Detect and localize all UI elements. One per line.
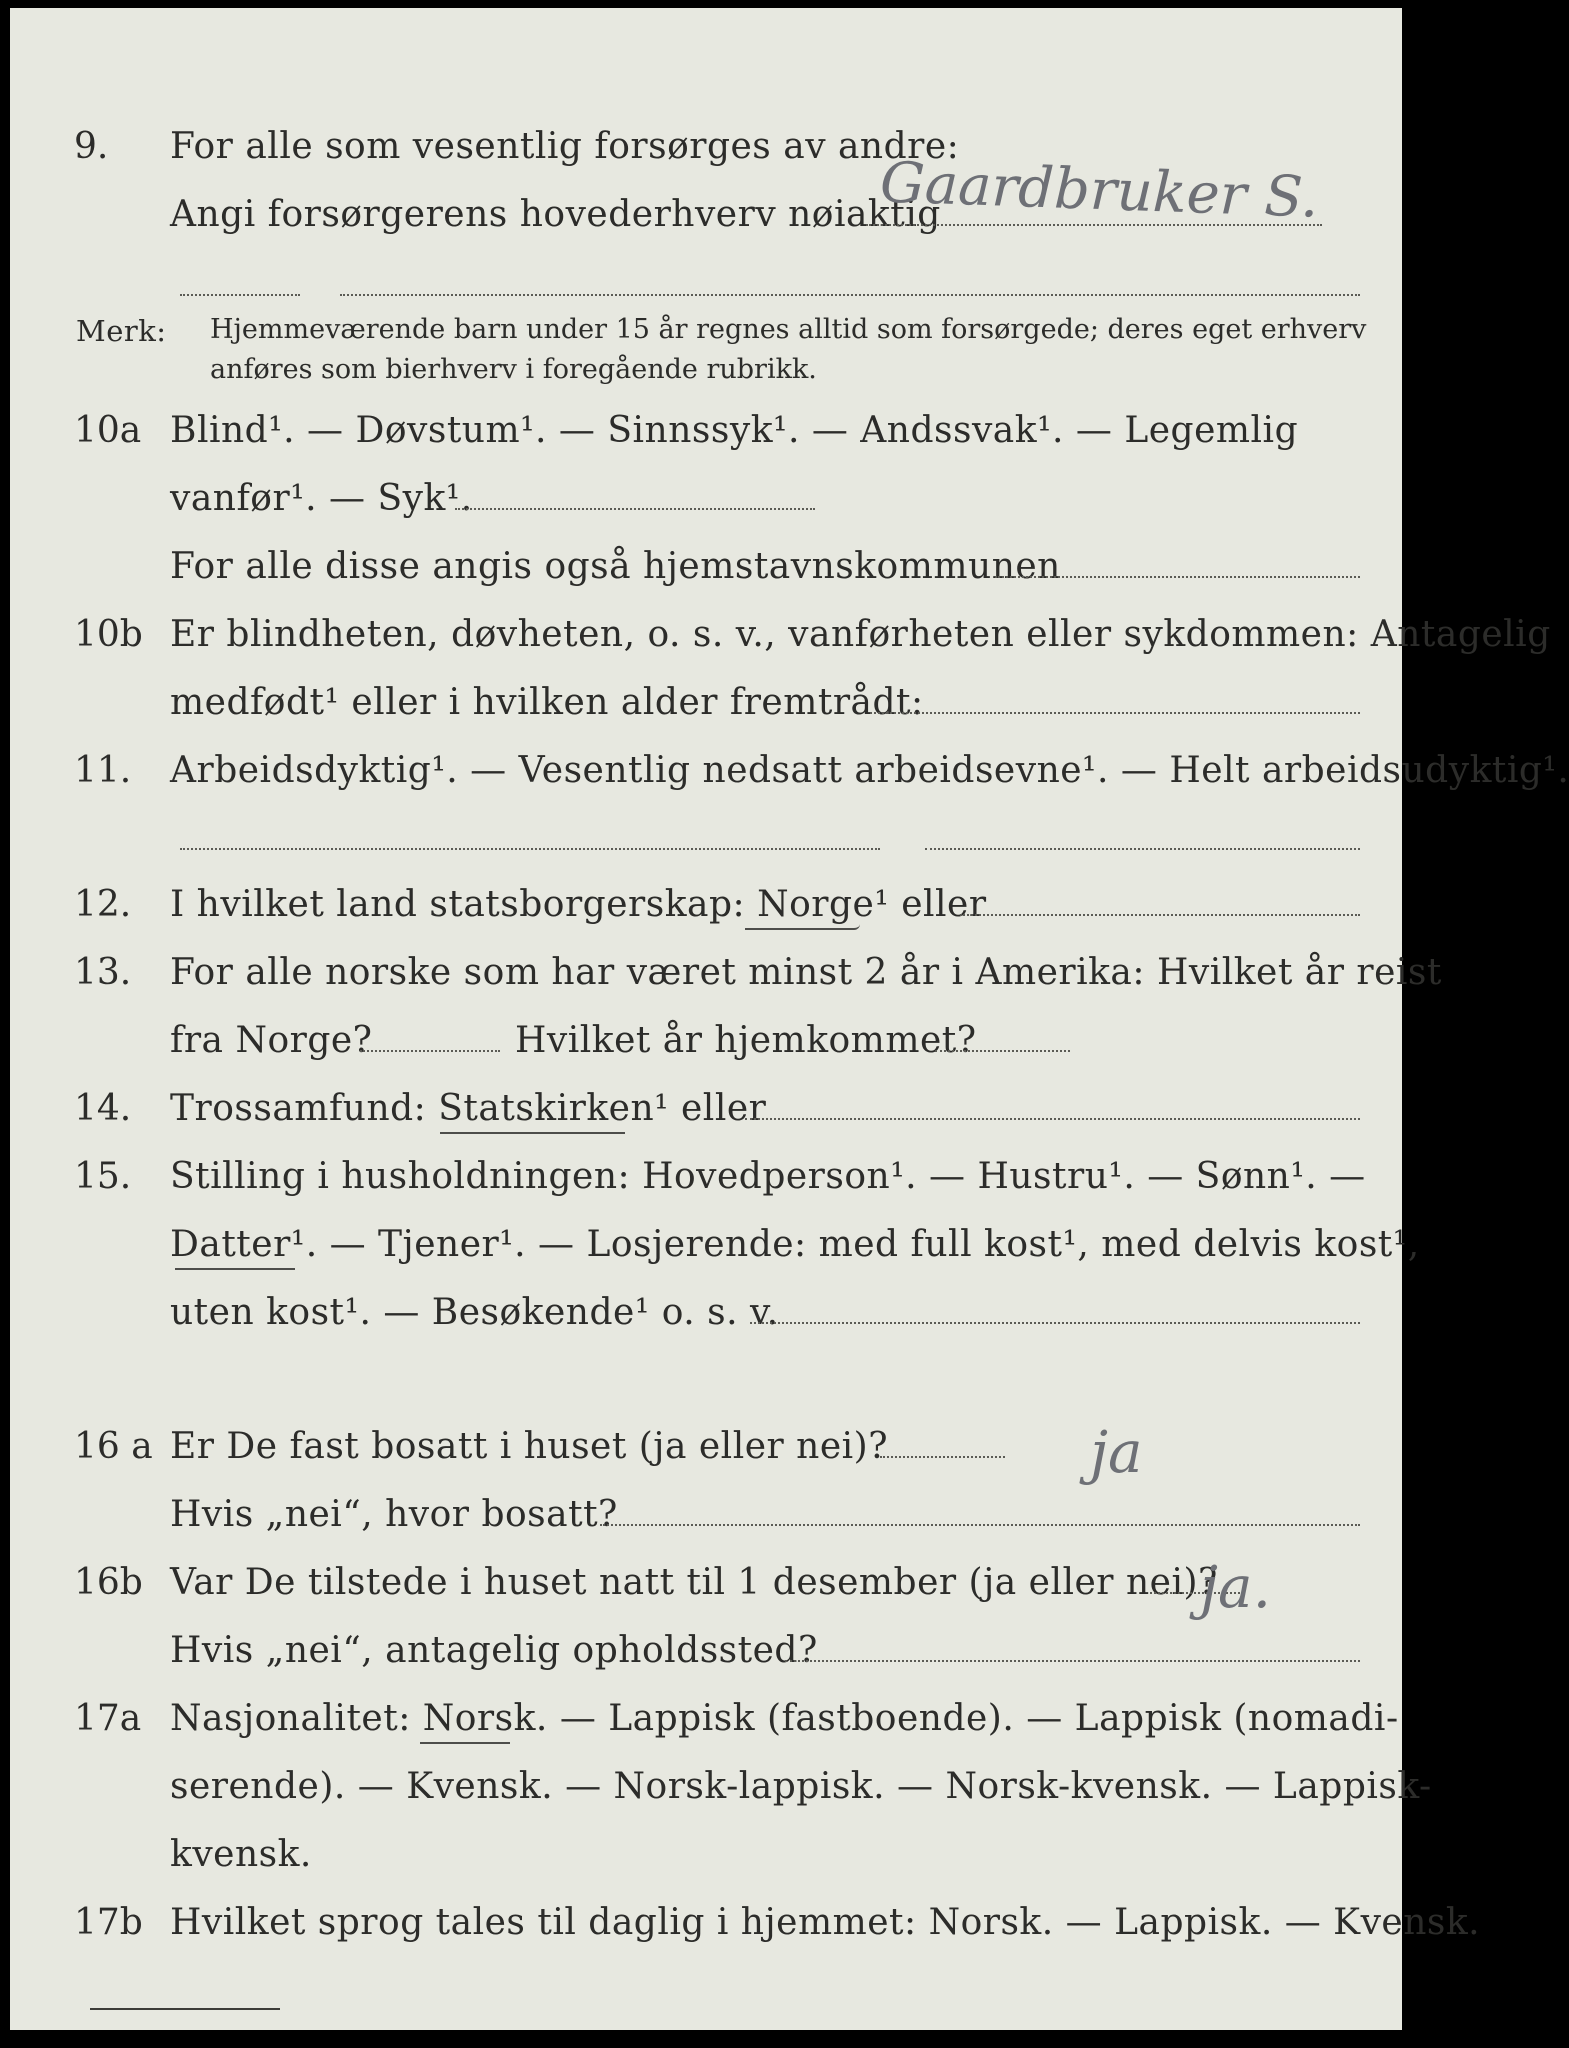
q15-line2: Datter¹. — Tjener¹. — Losjerende: med full kost¹, med delvis kost¹, bbox=[170, 1224, 1420, 1265]
q16b-line2-fill bbox=[785, 1660, 1360, 1662]
q15-line1: Stilling i husholdningen: Hovedperson¹. — Hustru¹. — Sønn¹. — bbox=[170, 1156, 1366, 1197]
q12-line1: I hvilket land statsborgerskap: Norge¹ eller bbox=[170, 884, 987, 925]
q10a-line1: Blind¹. — Døvstum¹. — Sinnssyk¹. — Andssvak¹. — Legemlig bbox=[170, 410, 1299, 451]
q13-line1: For alle norske som har været minst 2 år i Amerika: Hvilket år reist bbox=[170, 952, 1442, 993]
merk-line1: Hjemmeværende barn under 15 år regnes alltid som forsørgede; deres eget erhverv bbox=[210, 314, 1367, 345]
q17a-line3: kvensk. bbox=[170, 1834, 312, 1875]
q15-number: 15. bbox=[74, 1156, 132, 1197]
q17a-line2: serende). — Kvensk. — Norsk-lappisk. — Norsk-kvensk. — Lappisk- bbox=[170, 1766, 1432, 1807]
q16a-number: 16 a bbox=[74, 1426, 153, 1467]
q17a-norsk-underline bbox=[420, 1738, 510, 1744]
q16a-handwritten-answer: ja bbox=[1090, 1418, 1143, 1486]
q12-fill bbox=[960, 914, 1360, 916]
q14-line1: Trossamfund: Statskirken¹ eller bbox=[170, 1088, 767, 1129]
q11-line1: Arbeidsdyktig¹. — Vesentlig nedsatt arbeidsevne¹. — Helt arbeidsudyktig¹. bbox=[170, 750, 1569, 791]
q10a-line2-fill bbox=[455, 508, 815, 510]
q16a-line2: Hvis „nei“, hvor bosatt? bbox=[170, 1494, 618, 1535]
q9-handwritten-answer: Gaardbruker S. bbox=[878, 150, 1320, 231]
q10a-line2: vanfør¹. — Syk¹. bbox=[170, 478, 473, 519]
q15-fill bbox=[750, 1322, 1360, 1324]
q12-number: 12. bbox=[74, 884, 132, 925]
q16b-handwritten-answer: ja. bbox=[1200, 1553, 1271, 1621]
q11-extra-line-a bbox=[180, 848, 880, 850]
q17a-line1: Nasjonalitet: Norsk. — Lappisk (fastboende). — Lappisk (nomadi- bbox=[170, 1698, 1399, 1739]
merk-label: Merk: bbox=[76, 314, 167, 348]
q12-norge-underline bbox=[745, 924, 860, 930]
q10b-line2-fill bbox=[870, 712, 1360, 714]
q9-number: 9. bbox=[74, 126, 109, 167]
merk-line2: anføres som bierhverv i foregående rubrikk. bbox=[210, 354, 817, 385]
q10a-line3: For alle disse angis også hjemstavnskommunen bbox=[170, 546, 1061, 587]
q9-extra-line-b bbox=[340, 294, 1360, 296]
q10a-number: 10a bbox=[74, 410, 142, 451]
q13-number: 13. bbox=[74, 952, 132, 993]
q13-reist-fill bbox=[360, 1050, 500, 1052]
q16a-line1-fill bbox=[880, 1456, 1005, 1458]
q16a-line2-fill bbox=[600, 1524, 1360, 1526]
q16b-line2: Hvis „nei“, antagelig opholdssted? bbox=[170, 1630, 818, 1671]
q11-number: 11. bbox=[74, 750, 132, 791]
q9-line1: For alle som vesentlig forsørges av andre: bbox=[170, 126, 960, 167]
q16a-line1: Er De fast bosatt i huset (ja eller nei)? bbox=[170, 1426, 889, 1467]
q17b-number: 17b bbox=[74, 1902, 143, 1943]
q10b-number: 10b bbox=[74, 614, 143, 655]
q14-number: 14. bbox=[74, 1088, 132, 1129]
q15-line3: uten kost¹. — Besøkende¹ o. s. v. bbox=[170, 1292, 779, 1333]
q13-line2: fra Norge? bbox=[170, 1020, 373, 1061]
q9-line2: Angi forsørgerens hovederhverv nøiaktig bbox=[170, 194, 941, 235]
q10a-line3-fill bbox=[995, 576, 1360, 578]
q17b-line1: Hvilket sprog tales til daglig i hjemmet: Norsk. — Lappisk. — Kvensk. bbox=[170, 1902, 1481, 1943]
q14-fill bbox=[745, 1118, 1360, 1120]
q11-extra-line-b bbox=[925, 848, 1360, 850]
q10b-line2: medfødt¹ eller i hvilken alder fremtrådt: bbox=[170, 682, 924, 723]
q16b-line1: Var De tilstede i huset natt til 1 desember (ja eller nei)? bbox=[170, 1562, 1218, 1603]
q13-hjemkommet-fill bbox=[935, 1050, 1070, 1052]
q13-line2b: Hvilket år hjemkommet? bbox=[515, 1020, 977, 1061]
footnote-rule bbox=[90, 2008, 280, 2010]
q16b-number: 16b bbox=[74, 1562, 143, 1603]
census-form-page bbox=[10, 8, 1569, 2030]
q10b-line1: Er blindheten, døvheten, o. s. v., vanførheten eller sykdommen: Antagelig bbox=[170, 614, 1551, 655]
q17a-number: 17a bbox=[74, 1698, 142, 1739]
q9-extra-line-a bbox=[180, 294, 300, 296]
q15-datter-underline bbox=[175, 1264, 295, 1270]
q14-statskirken-underline bbox=[440, 1128, 625, 1134]
